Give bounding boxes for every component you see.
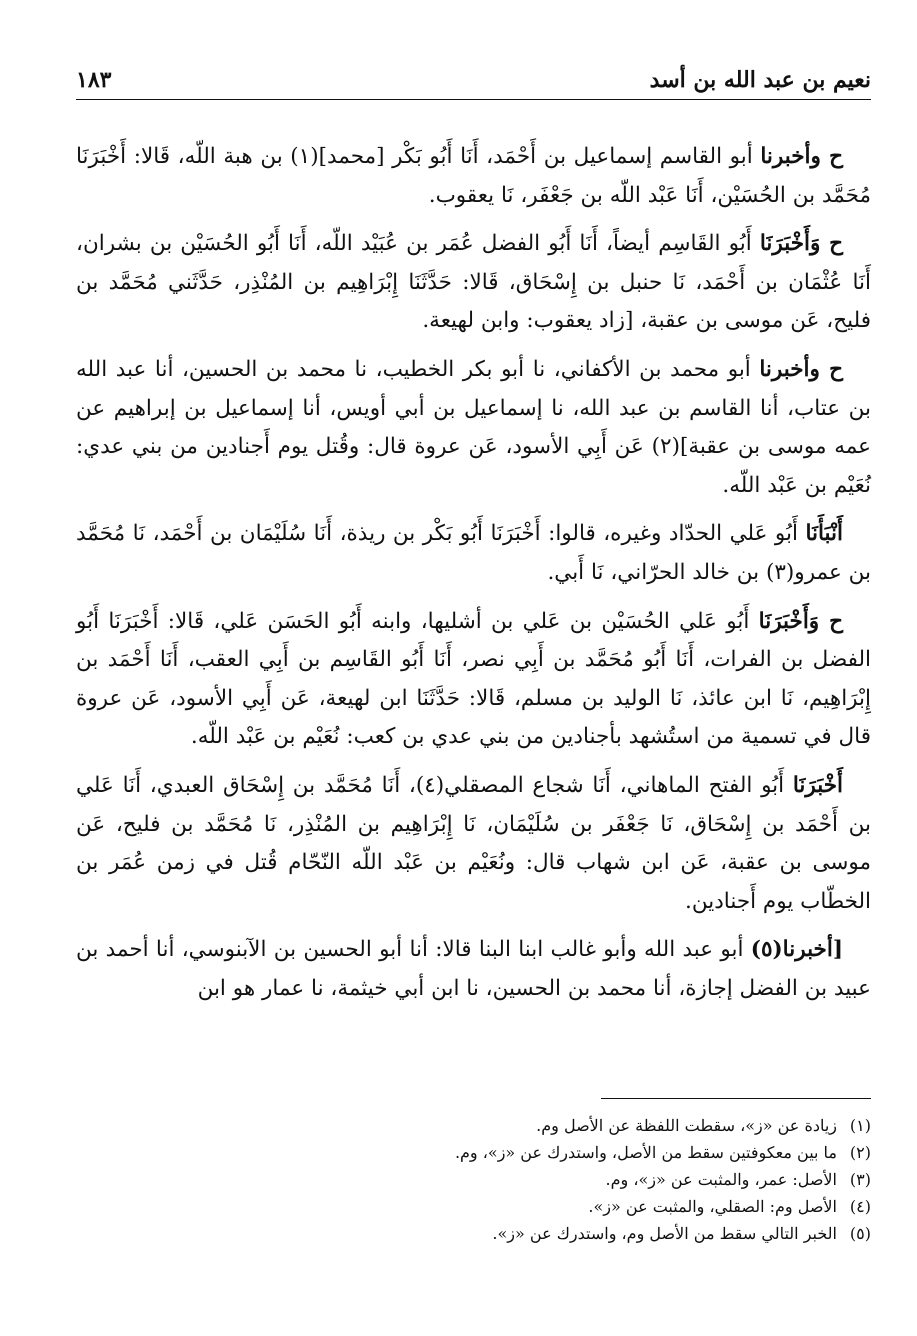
- paragraph-lead: ح وأخبرنا: [759, 356, 843, 382]
- paragraph: [76, 603, 871, 757]
- footnote-text: الخبر التالي سقط من الأصل وم، واستدرك عن «ز».: [492, 1224, 837, 1243]
- paragraph-text: أَبُو عَلي الحُسَيْن بن عَلي بن أشليها، وابنه أَبُو الحَسَن عَلي، قَالا: أَخْبَرَنَا أَبُو الفضل بن الفرات، أَنَا أَبُو مُحَمَّد بن أَبِي نصر، أَنَا أَبُو القَاسِم بن أَبِي العقب، أَنَا أَحْمَد بن إِبْرَاهِيم، نَا ابن عائذ، نَا الوليد بن مسلم، قَالا: حَدَّثَنَا ابن لهيعة، عَن أَبِي الأسود، عَن عروة قال في تسمية من استُشهد بأجنادين من بني عدي بن كعب: نُعَيْم بن عَبْد اللّه.: [76, 608, 871, 750]
- paragraph-lead: ح وَأَخْبَرَنَا: [759, 231, 843, 257]
- paragraph: [76, 225, 871, 341]
- paragraph: [76, 515, 871, 592]
- footnote-text: الأصل: عمر، والمثبت عن «ز»، وم.: [605, 1170, 837, 1189]
- paragraph-text: أَبُو عَلي الحدّاد وغيره، قالوا: أَخْبَرَنَا أَبُو بَكْر بن ريذة، أَنَا سُلَيْمَان بن أَحْمَد، نَا مُحَمَّد بن عمرو(٣) بن خالد الحرّاني، نَا أَبي.: [76, 521, 871, 585]
- paragraph: [76, 767, 871, 921]
- footnote: [120, 1166, 871, 1193]
- paragraph-text: أبو القاسم إسماعيل بن أَحْمَد، أَنَا أَبُو بَكْر [محمد](١) بن هبة اللّه، قَالا: أَخْبَرَنَا مُحَمَّد بن الحُسَيْن، أَنَا عَبْد اللّه بن جَعْفَر، نَا يعقوب.: [76, 144, 871, 208]
- paragraph-text: أَبُو القَاسِم أيضاً، أَنَا أَبُو الفضل عُمَر بن عُبَيْد اللّه، أَنَا أَبُو الحُسَيْن بن بشران، أَنَا عُثْمَان بن أَحْمَد، نَا حنبل بن إِسْحَاق، قَالا: حَدَّثَنَا إِبْرَاهِيم بن المُنْذِر، حَدَّثَني مُحَمَّد بن فليح، عَن موسى بن عقبة، [زاد يعقوب: وابن لهيعة.: [76, 231, 871, 334]
- running-title: نعيم بن عبد الله بن أسد: [649, 67, 871, 93]
- paragraph-lead: ح وأخبرنا: [760, 144, 844, 169]
- footnote-number: (٤): [849, 1197, 871, 1216]
- footnote-number: (٥): [849, 1224, 871, 1243]
- paragraph: [76, 351, 871, 505]
- footnote-divider: [601, 1098, 871, 1099]
- paragraph-text: أبو محمد بن الأكفاني، نا أبو بكر الخطيب، نا محمد بن الحسين، أنا عبد الله بن عتاب، أنا القاسم بن عبد الله، نا إسماعيل بن أبي أويس، أنا إسماعيل بن إبراهيم عن عمه موسى بن عقبة](٢) عَن أَبِي الأسود، عَن عروة قال: وقُتل يوم أَجنادين من بني عدي: نُعَيْم بن عَبْد اللّه.: [76, 356, 871, 498]
- paragraph: [76, 138, 871, 215]
- footnote-number: (١): [849, 1116, 871, 1135]
- footnote: [120, 1112, 871, 1139]
- paragraph-lead: أَخْبَرَنَا: [792, 772, 843, 798]
- footnote-number: (٣): [849, 1170, 871, 1189]
- paragraph-lead: ح وَأَخْبَرَنَا: [758, 608, 844, 634]
- paragraph-lead: [أخبرنا(٥): [750, 937, 843, 963]
- footnote-number: (٢): [849, 1143, 871, 1162]
- footnote: [120, 1220, 871, 1247]
- paragraph-text: أَبُو الفتح الماهاني، أَنَا شجاع المصقلي(٤)، أَنَا مُحَمَّد بن إِسْحَاق العبدي، أَنَا عَلي بن أَحْمَد بن إِسْحَاق، نَا جَعْفَر بن سُلَيْمَان، نَا إِبْرَاهِيم بن المُنْذِر، نَا مُحَمَّد بن فليح، عَن موسى بن عقبة، عَن ابن شهاب قال: ونُعَيْم بن عَبْد اللّه النّحّام قُتل في زمن عُمَر بن الخطّاب يوم أَجنادين.: [76, 772, 871, 914]
- main-text: [76, 138, 871, 1018]
- footnote-text: الأصل وم: الصقلي، والمثبت عن «ز».: [588, 1197, 837, 1216]
- paragraph: [76, 931, 871, 1008]
- page-number: ١٨٣: [76, 67, 112, 93]
- footnote-text: ما بين معكوفتين سقط من الأصل، واستدرك عن «ز»، وم.: [454, 1143, 837, 1162]
- paragraph-text: أبو عبد الله وأبو غالب ابنا البنا قالا: أنا أبو الحسين بن الآبنوسي، أنا أحمد بن عبيد بن الفضل إجازة، أنا محمد بن الحسين، نا ابن أبي خيثمة، نا عمار هو ابن: [76, 937, 871, 1001]
- footnotes: [120, 1112, 871, 1247]
- footnote: [120, 1193, 871, 1220]
- footnote-text: زيادة عن «ز»، سقطت اللفظة عن الأصل وم.: [536, 1116, 837, 1135]
- page-header: [76, 56, 871, 100]
- paragraph-lead: أَنْبَأَنَا: [805, 521, 843, 547]
- footnote: [120, 1139, 871, 1166]
